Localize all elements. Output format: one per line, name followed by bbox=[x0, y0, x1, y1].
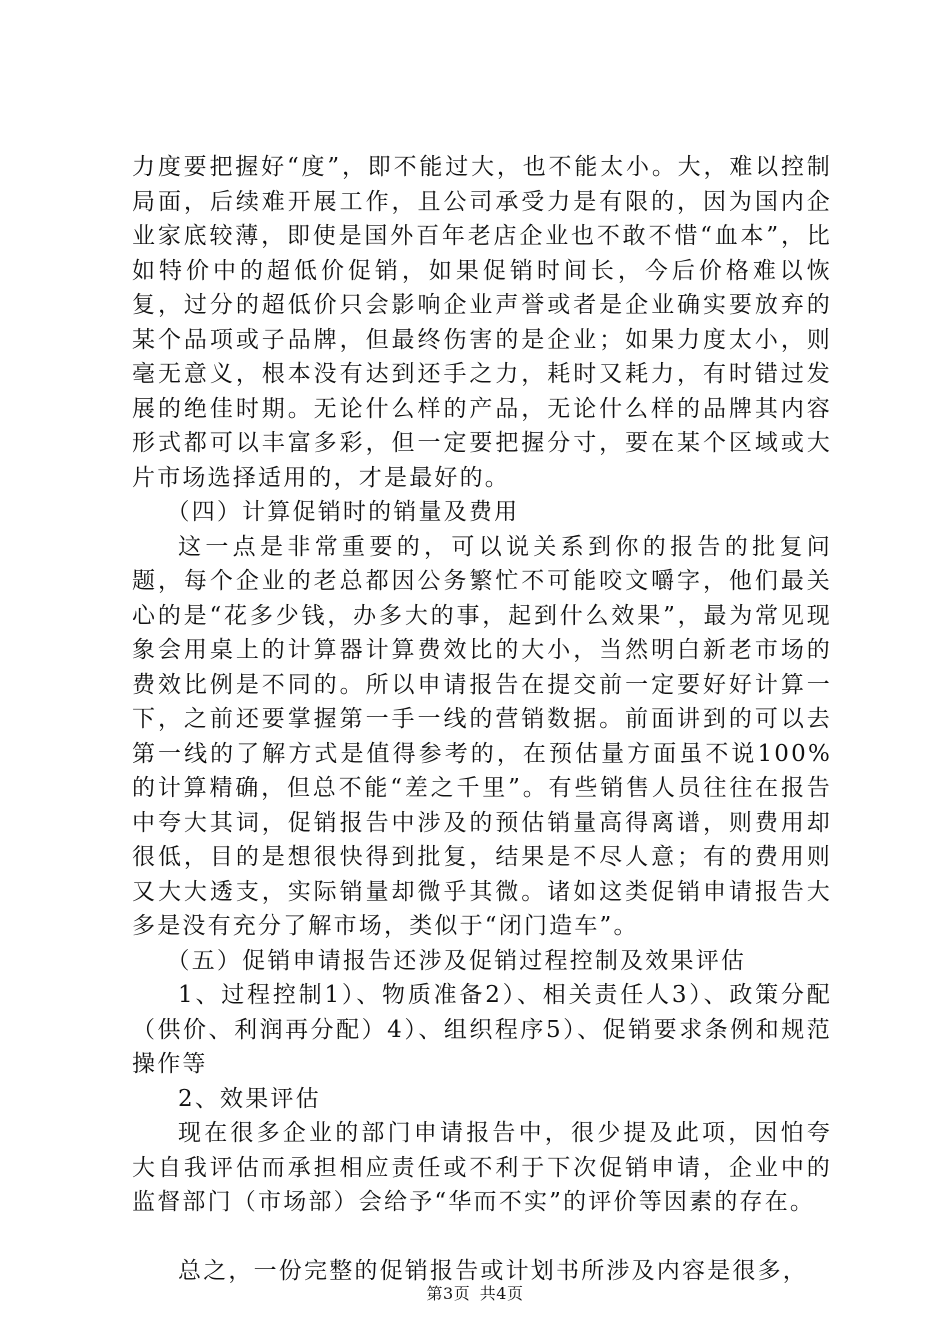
section-heading-4: （四）计算促销时的销量及费用 bbox=[166, 499, 520, 525]
page-number: 第3页 bbox=[426, 1284, 471, 1303]
section-heading-5: （五）促销申请报告还涉及促销过程控制及效果评估 bbox=[166, 947, 747, 974]
paragraph-spacer bbox=[132, 1220, 832, 1254]
paragraph-sales-cost: 这一点是非常重要的，可以说关系到你的报告的批复问题，每个企业的老总都因公务繁忙不可能咬文嚼字，他们最关心的是“花多少钱，办多大的事，起到什么效果”，最为常见现象会用桌上的计算器计算费效比的大小，当然明白新老市场的费效比例是不同的。所以申请报告在提交前一定要好好计算一下，之前还要掌握第一手一线的营销数据。前面讲到的可以去第一线的了解方式是值得参考的，在预估量方面虽不说100%的计算精确，但总不能“差之千里”。有些销售人员往往在报告中夸大其词，促销报告中涉及的预估销量高得离谱，则费用却很低，目的是想很快得到批复，结果是不尽人意；有的费用则又大大透支，实际销量却微乎其微。诸如这类促销申请报告大多是没有充分了解市场，类似于“闭门造车”。 bbox=[132, 533, 832, 939]
page-footer bbox=[0, 1281, 950, 1304]
paragraph-process-control: 1、过程控制1）、物质准备2）、相关责任人3）、政策分配（供价、利润再分配）4）、组织程序5）、促销要求条例和规范操作等 bbox=[132, 982, 832, 1077]
document-body bbox=[132, 150, 832, 1288]
paragraph-intensity: 力度要把握好“度”，即不能过大，也不能太小。大，难以控制局面，后续难开展工作，且公司承受力是有限的，因为国内企业家底较薄，即使是国外百年老店企业也不敢不惜“血本”，比如特价中的超低价促销，如果促销时间长，今后价格难以恢复，过分的超低价只会影响企业声誉或者是企业确实要放弃的某个品项或子品牌，但最终伤害的是企业；如果力度太小，则毫无意义，根本没有达到还手之力，耗时又耗力，有时错过发展的绝佳时期。无论什么样的产品，无论什么样的品牌其内容形式都可以丰富多彩，但一定要把握分寸，要在某个区域或大片市场选择适用的，才是最好的。 bbox=[132, 154, 832, 491]
paragraph-effect-eval-heading: 2、效果评估 bbox=[178, 1085, 321, 1112]
paragraph-conclusion: 总之，一份完整的促销报告或计划书所涉及内容是很多， bbox=[178, 1257, 808, 1284]
paragraph-effect-eval: 现在很多企业的部门申请报告中，很少提及此项，因怕夸大自我评估而承担相应责任或不利于下次促销申请，企业中的监督部门（市场部）会给予“华而不实”的评价等因素的存在。 bbox=[132, 1120, 832, 1215]
total-pages: 共4页 bbox=[479, 1284, 524, 1303]
